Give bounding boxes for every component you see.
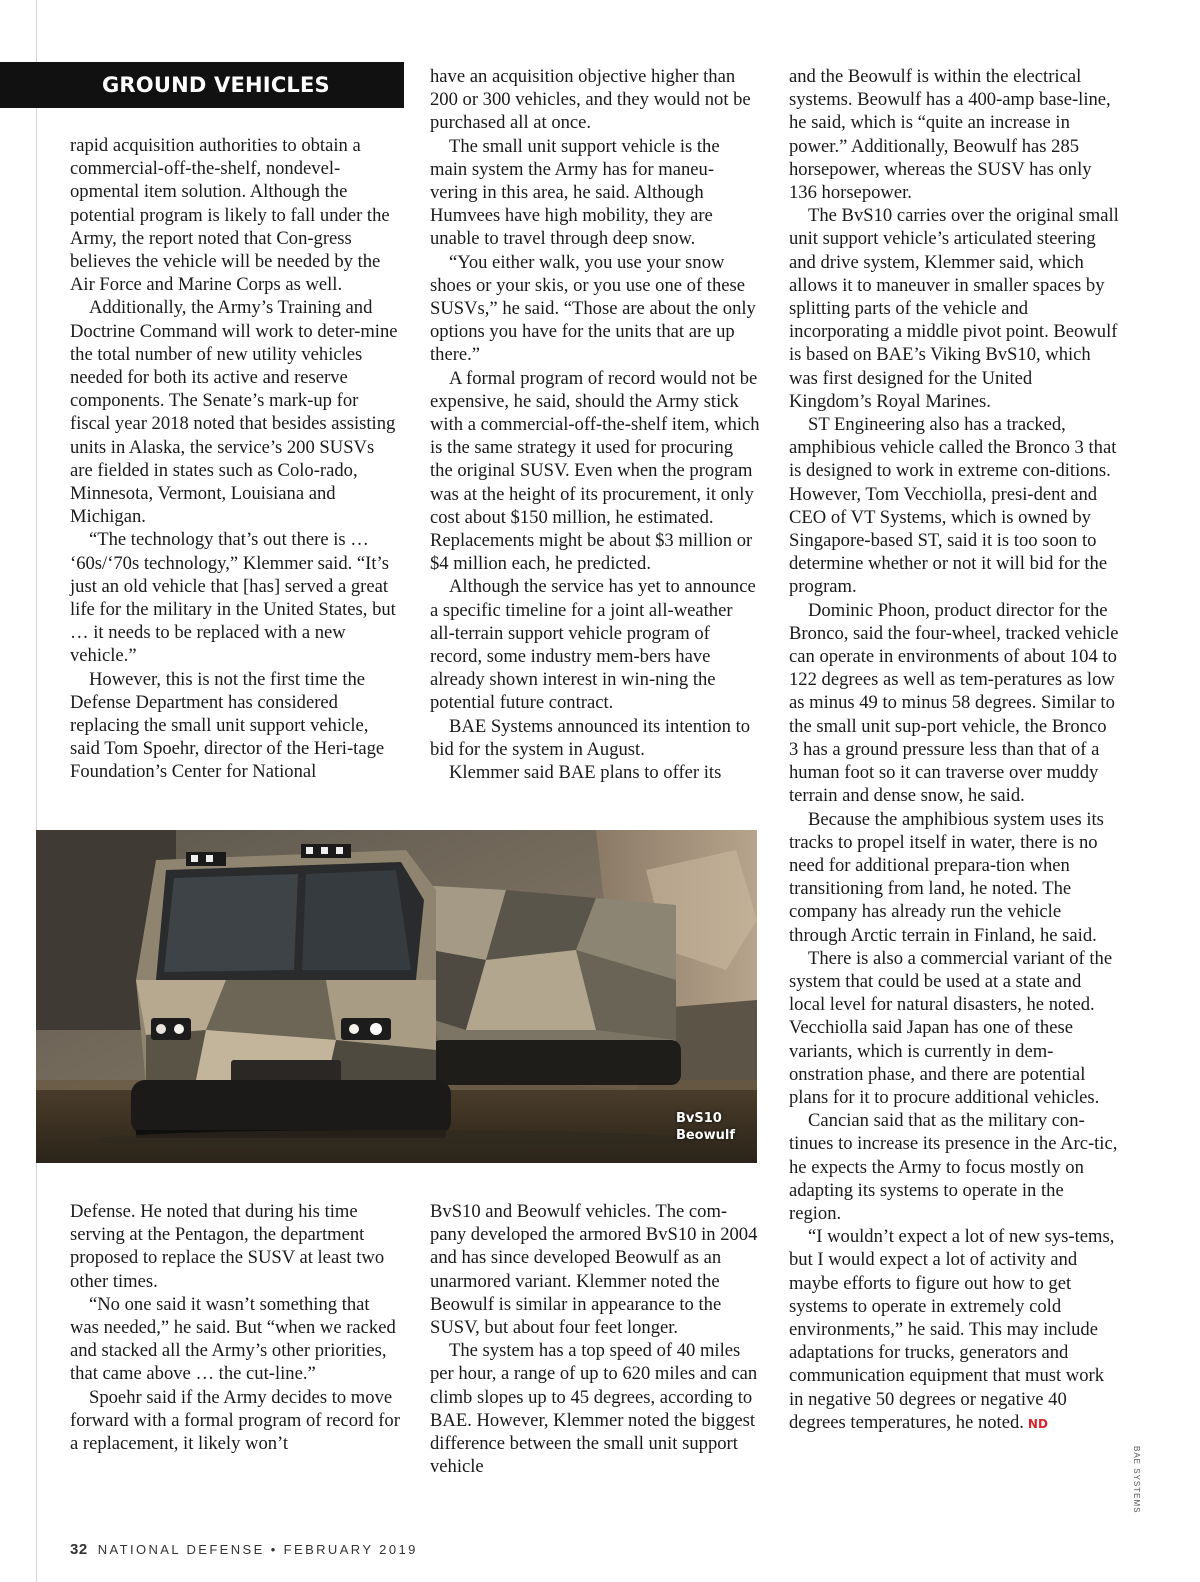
paragraph: However, this is not the first time the Defense Department has considered replacing the small unit support vehicle, said Tom Spoehr, director of the Heri-tage Foundation’s Center for National xyxy=(70,668,385,783)
paragraph-final-text: “I wouldn’t expect a lot of new sys-tems, but I would expect a lot of activity and maybe efforts to figure out how to get systems to operate in extremely cold environments,” he said. This may include adaptations for trucks, generators and communication equipment that must work in negative 50 degrees or negative 40 degrees temperatures, he noted. xyxy=(789,1226,1115,1433)
paragraph: Cancian said that as the military con-tinues to increase its presence in the Arc-tic, he expects the Army to focus mostly on adapting its systems to operate in the region. xyxy=(789,1110,1118,1224)
paragraph: “The technology that’s out there is … ‘60s/‘70s technology,” Klemmer said. “It’s just an old vehicle that [has] served a great life for the military in the United States, but … it needs to be replaced with a new vehicle.” xyxy=(70,529,396,667)
paragraph: have an acquisition objective higher than 200 or 300 vehicles, and they would not be purchased all at once. xyxy=(430,66,751,134)
article-column-2-top xyxy=(430,65,760,784)
page-spine-rule xyxy=(36,0,37,1582)
paragraph: There is also a commercial variant of the system that could be used at a state and local level for natural disasters, he noted. Vecchiolla said Japan has one of these variants, which is currently in dem-onstration phase, and there are potential plans for it to procure additional vehicles. xyxy=(789,947,1113,1108)
article-column-2-bottom xyxy=(430,1200,760,1478)
vehicle-photo xyxy=(36,830,757,1163)
photo-caption-line2: Beowulf xyxy=(675,1128,735,1143)
paragraph: BAE Systems announced its intention to bid for the system in August. xyxy=(430,715,751,760)
paragraph: Although the service has yet to announce a specific timeline for a joint all-weather all-terrain support vehicle program of record, some industry mem-bers have already shown interest in win-ning the potential future contract. xyxy=(430,576,756,714)
paragraph: Dominic Phoon, product director for the Bronco, said the four-wheel, tracked vehicle can operate in environments of about 104 to 122 degrees as well as tem-peratures as low as minus 49 to minus 58 degrees. Similar to the small unit sup-port vehicle, the Bronco 3 has a ground pressure less than that of a human foot so it can traverse over muddy terrain and dense snow, he said. xyxy=(789,599,1119,807)
paragraph: and the Beowulf is within the electrical systems. Beowulf has a 400-amp base-line, he said, which is “quite an increase in power.” Additionally, Beowulf has 285 horsepower, whereas the SUSV has only 136 horsepower. xyxy=(789,66,1111,204)
paragraph: Because the amphibious system uses its tracks to propel itself in water, there is no need for additional prepara-tion when transitioning from land, he noted. The company has already run the vehicle through Arctic terrain in Finland, he said. xyxy=(789,808,1104,946)
photo-caption-line1: BvS10 xyxy=(675,1111,722,1126)
vehicle-illustration xyxy=(36,830,757,1163)
publication-line: NATIONAL DEFENSE • FEBRUARY 2019 xyxy=(97,1542,418,1557)
paragraph: Klemmer said BAE plans to offer its xyxy=(449,762,722,784)
paragraph: A formal program of record would not be expensive, he said, should the Army stick with a commercial-off-the-shelf item, which is the same strategy it used for procuring the original SUSV. Even when the program was at the height of its procurement, it only cost about $150 million, he estimated. Replacements might be about $3 million or $4 million each, he predicted. xyxy=(430,367,760,575)
page-number: 32 xyxy=(70,1541,88,1558)
article-column-3 xyxy=(789,65,1119,1436)
paragraph: rapid acquisition authorities to obtain a commercial-off-the-shelf, nondevel-opmental item solution. Although the potential program is likely to fall under the Army, the report noted that Con-gress believes the vehicle will be needed by the Air Force and Marine Corps as well. xyxy=(70,135,390,296)
page-footer xyxy=(70,1541,418,1558)
section-header: GROUND VEHICLES xyxy=(0,62,404,108)
paragraph: Defense. He noted that during his time serving at the Pentagon, the department proposed to replace the SUSV at least two other times. xyxy=(70,1201,385,1292)
photo-credit: BAE SYSTEMS xyxy=(1132,1446,1141,1514)
paragraph: Additionally, the Army’s Training and Doctrine Command will work to deter-mine the total number of new utility vehicles needed for both its active and reserve components. The Senate’s mark-up for fiscal year 2018 noted that besides assisting units in Alaska, the service’s 200 SUSVs are fielded in states such as Colo-rado, Minnesota, Vermont, Louisiana and Michigan. xyxy=(70,297,398,528)
paragraph-final xyxy=(789,1225,1119,1436)
photo-caption xyxy=(676,1110,735,1144)
paragraph: The system has a top speed of 40 miles per hour, a range of up to 620 miles and can climb slopes up to 45 degrees, according to BAE. However, Klemmer noted the biggest difference between the small unit support vehicle xyxy=(430,1340,758,1478)
article-column-1-bottom xyxy=(70,1200,400,1455)
paragraph: BvS10 and Beowulf vehicles. The com-pany developed the armored BvS10 in 2004 and has since developed Beowulf as an unarmored variant. Klemmer noted the Beowulf is similar in appearance to the SUSV, but about four feet longer. xyxy=(430,1201,758,1339)
article-column-1-top xyxy=(70,134,400,784)
end-mark: ND xyxy=(1027,1416,1048,1431)
paragraph: “You either walk, you use your snow shoes or your skis, or you use one of these SUSVs,” he said. “Those are about the only options you have for the units that are up there.” xyxy=(430,251,756,366)
paragraph: Spoehr said if the Army decides to move forward with a formal program of record for a replacement, it likely won’t xyxy=(70,1386,400,1455)
paragraph: The BvS10 carries over the original small unit support vehicle’s articulated steering and drive system, Klemmer said, which allows it to maneuver in smaller spaces by splitting parts of the vehicle and incorporating a middle pivot point. Beowulf is based on BAE’s Viking BvS10, which was first designed for the United Kingdom’s Royal Marines. xyxy=(789,205,1119,412)
paragraph: ST Engineering also has a tracked, amphibious vehicle called the Bronco 3 that is designed to work in extreme con-ditions. However, Tom Vecchiolla, presi-dent and CEO of VT Systems, which is owned by Singapore-based ST, said it is too soon to determine whether or not it will bid for the program. xyxy=(789,414,1117,598)
paragraph: “No one said it wasn’t something that was needed,” he said. But “when we racked and stacked all the Army’s other priorities, that came above … the cut-line.” xyxy=(70,1293,396,1385)
paragraph: The small unit support vehicle is the main system the Army has for maneu-vering in this area, he said. Although Humvees have high mobility, they are unable to travel through deep snow. xyxy=(430,135,720,250)
